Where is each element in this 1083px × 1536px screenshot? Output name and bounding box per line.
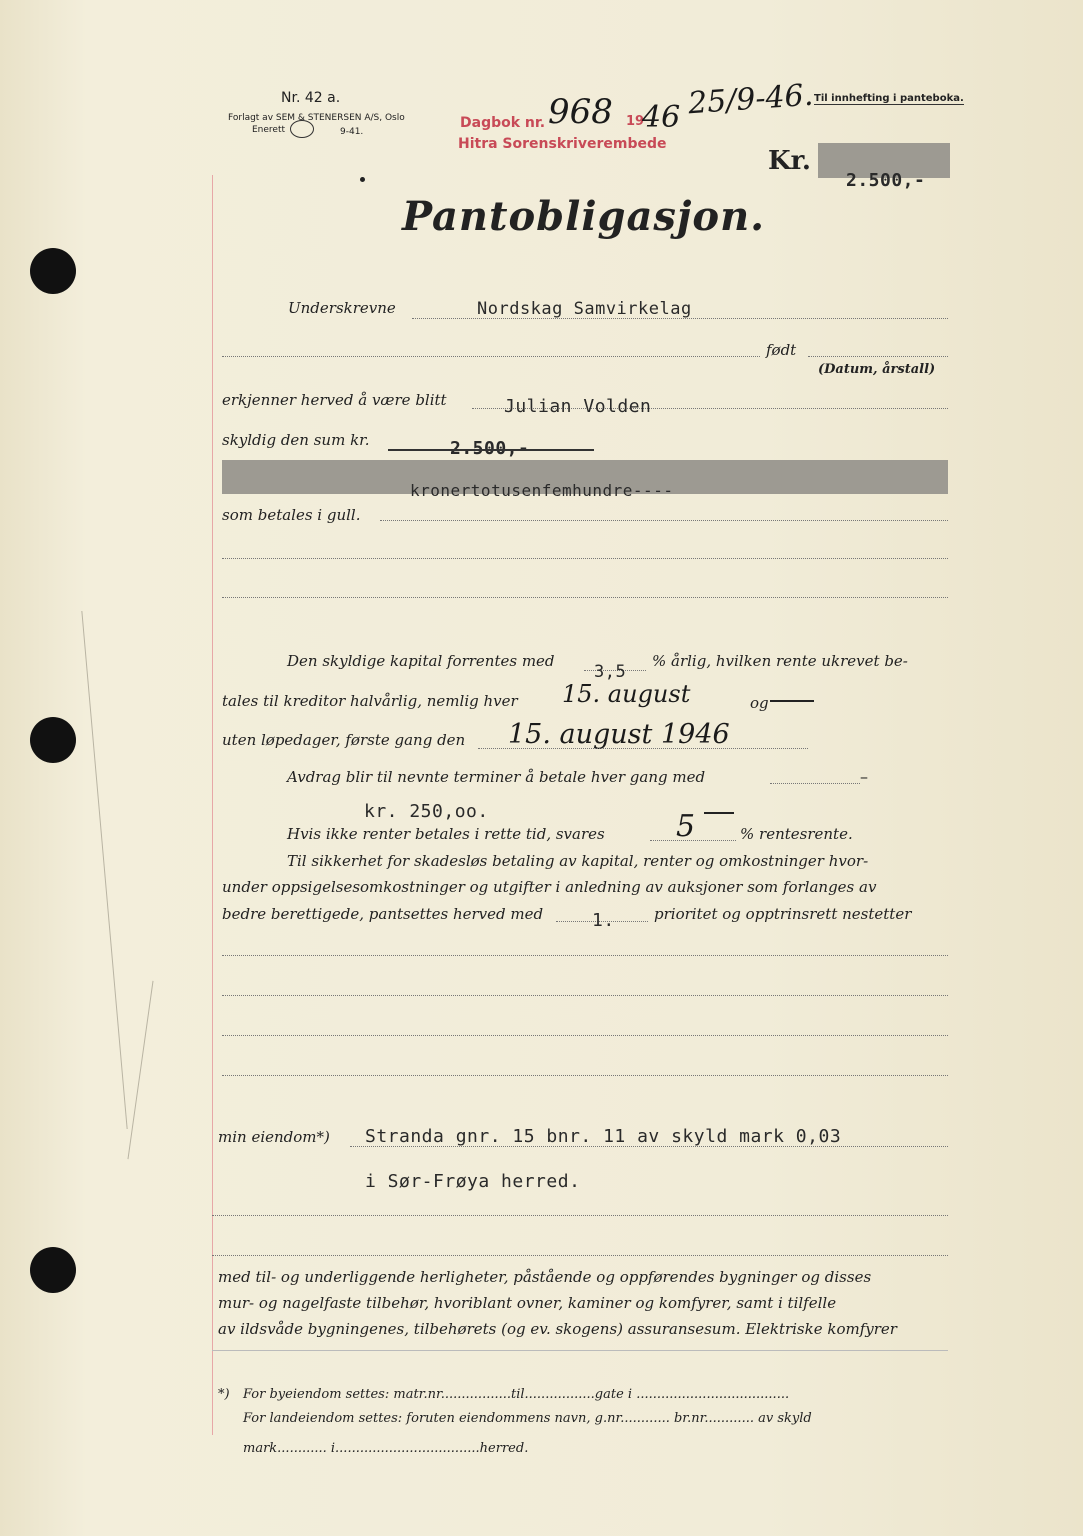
footnote-line-1: For byeiendom settes: matr.nr.................til.................gate i .....................................: [243, 1387, 790, 1402]
payment-date: 15. august: [562, 680, 691, 708]
erkjenner-label: erkjenner herved å være blitt: [222, 391, 447, 409]
amount-prefix: Kr.: [768, 146, 811, 176]
betales-line: [380, 520, 948, 521]
interest-line-2: tales til kreditor halvårlig, nemlig hver: [222, 692, 518, 710]
penalty-text: Hvis ikke renter betales i rette tid, svares: [287, 825, 605, 843]
handwritten-date: 25/9-46.: [686, 77, 815, 122]
margin-rule: [212, 175, 213, 1435]
interest-line-1-suffix: % årlig, hvilken rente ukrevet be-: [652, 652, 908, 670]
document-title: Pantobligasjon.: [402, 193, 766, 240]
sum-value: 2.500,-: [450, 438, 530, 459]
publisher-logo-icon: [290, 120, 314, 138]
birth-line: [222, 356, 760, 357]
blank-line-5: [222, 1035, 948, 1036]
bullet-mark: [360, 177, 365, 182]
sum-strike-line: [388, 449, 594, 451]
property-municipality: i Sør-Frøya herred.: [365, 1171, 581, 1192]
blank-line-8: [212, 1255, 948, 1256]
datum-hint: (Datum, årstall): [818, 362, 936, 377]
penalty-rate: 5: [676, 809, 696, 844]
debtor-name: Nordskag Samvirkelag: [477, 299, 692, 319]
stamp-year-prefix: 19: [626, 114, 645, 129]
property-label: min eiendom*): [218, 1128, 330, 1146]
betales-label: som betales i gull.: [222, 506, 361, 524]
footnote-line-3: mark............ i...................................herred.: [243, 1441, 529, 1456]
interest-line-2-suffix: og: [750, 694, 769, 712]
footnote-line-2: For landeiendom settes: foruten eiendommens navn, g.nr............ br.nr............ av skyld: [243, 1411, 812, 1426]
security-line-3: bedre berettigede, pantsettes herved med: [222, 905, 544, 923]
interest-line-1: Den skyldige kapital forrentes med: [287, 652, 555, 670]
blank-line-3: [222, 955, 948, 956]
binder-hole-top: [30, 248, 76, 294]
footnote-mark: *): [218, 1387, 230, 1402]
blank-line-1: [222, 558, 948, 559]
edition-code: 9-41.: [340, 127, 364, 137]
underskrevne-label: Underskrevne: [288, 299, 396, 317]
closing-line-3: av ildsvåde bygningenes, tilbehørets (og ev. skogens) assuransesum. Elektriske komfyrer: [218, 1320, 897, 1338]
closing-line-1: med til- og underliggende herligheter, påstående og oppførendes bygninger og disses: [218, 1268, 872, 1286]
blank-line-4: [222, 995, 948, 996]
interest-line-3: uten løpedager, første gang den: [222, 731, 466, 749]
security-line-2: under oppsigelsesomkostninger og utgifter i anledning av auksjoner som forlanges av: [222, 878, 877, 896]
publisher-line: Forlagt av SEM & STENERSEN A/S, Oslo: [228, 113, 405, 123]
binding-note: Til innhefting i panteboka.: [814, 93, 964, 104]
closing-line-2: mur- og nagelfaste tilbehør, hvoriblant ovner, kaminer og komfyrer, samt i tilfelle: [218, 1294, 837, 1312]
og-dash: [770, 700, 814, 702]
blank-line-2: [222, 597, 948, 598]
creditor-name: Julian Volden: [504, 396, 652, 417]
binder-hole-bottom: [30, 1247, 76, 1293]
form-number: Nr. 42 a.: [281, 90, 341, 106]
avdrag-dash: –: [860, 767, 868, 786]
amount-value: 2.500,-: [846, 170, 926, 191]
first-payment-date: 15. august 1946: [508, 719, 730, 750]
pencil-mark: [127, 981, 153, 1159]
first-date-line: [478, 748, 808, 749]
security-line-1: Til sikkerhet for skadesløs betaling av kapital, renter og omkostninger hvor-: [287, 852, 869, 870]
blank-line-6: [222, 1075, 948, 1076]
court-office-stamp: Hitra Sorenskriverembede: [458, 136, 667, 152]
fodt-label: født: [766, 341, 797, 359]
pencil-mark: [81, 611, 127, 1129]
binder-hole-middle: [30, 717, 76, 763]
avdrag-line: [770, 783, 860, 784]
priority-number: 1.: [592, 910, 615, 931]
blank-line-7: [212, 1215, 948, 1216]
penalty-dash: [704, 812, 734, 814]
installment-amount: kr. 250,oo.: [364, 801, 489, 822]
footnote-rule: [212, 1350, 948, 1351]
sum-in-words: kronertotusenfemhundre----: [410, 481, 674, 500]
diary-number: 968: [548, 92, 613, 132]
avdrag-text: Avdrag blir til nevnte terminer å betale hver gang med: [287, 768, 706, 786]
penalty-suffix: % rentesrente.: [740, 825, 853, 843]
diary-stamp-label: Dagbok nr.: [460, 115, 546, 131]
interest-rate: 3,5: [594, 662, 627, 682]
security-line-3-suffix: prioritet og opptrinsrett nestetter: [654, 905, 912, 923]
skyldig-label: skyldig den sum kr.: [222, 431, 370, 449]
diary-year: 46: [642, 100, 681, 135]
property-line: [350, 1146, 948, 1147]
property-description: Stranda gnr. 15 bnr. 11 av skyld mark 0,03: [365, 1126, 842, 1147]
publisher-rights: Enerett: [252, 125, 286, 135]
birth-date-line: [808, 356, 948, 357]
